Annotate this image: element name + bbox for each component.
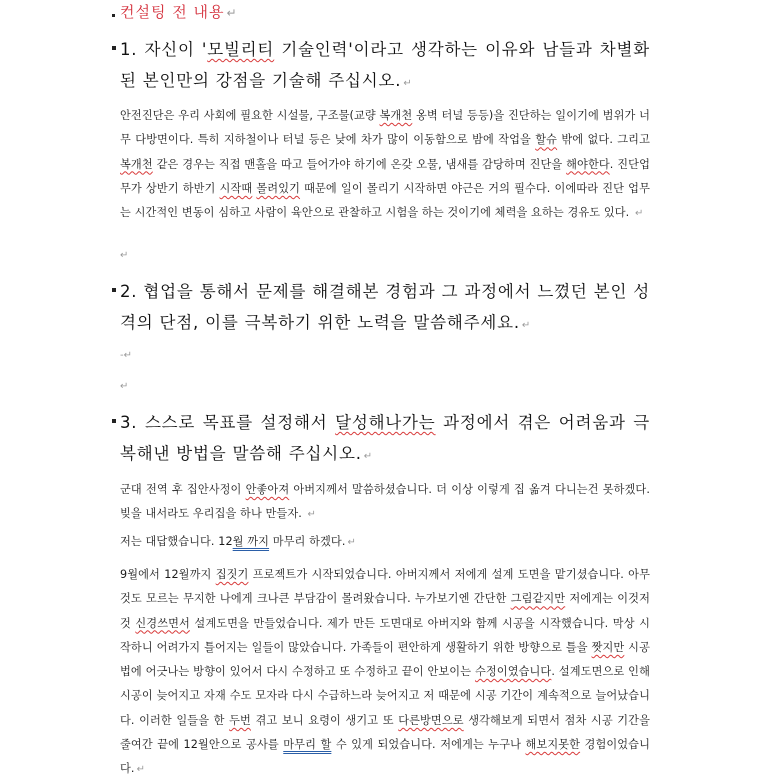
list-bullet xyxy=(112,288,116,292)
list-bullet xyxy=(112,419,116,423)
spellcheck-flag[interactable]: 해야한다 xyxy=(566,157,610,171)
list-bullet xyxy=(112,46,116,50)
empty-paragraph xyxy=(120,381,128,392)
spellcheck-flag[interactable]: 그림같지만 xyxy=(510,592,566,606)
answer-3-paragraph-1: 군대 전역 후 집안사정이 안좋아져 아버지께서 말씀하셨습니다. 더 이상 이렇게 집 옮겨 다니는건 못하겠다. 빚을 내서라도 우리집을 하나 만들자. ↵ xyxy=(120,483,651,521)
grammar-flag[interactable]: 월 까지 xyxy=(232,535,270,548)
grammar-flag[interactable]: 마무리 할 xyxy=(283,738,332,752)
section-title-text: 컨설팅 전 내용 xyxy=(120,3,225,21)
paragraph-mark-icon: ↵ xyxy=(226,6,238,20)
paragraph-mark-icon: ↵ xyxy=(403,78,413,89)
paragraph-mark-icon: ↵ xyxy=(363,451,373,462)
question-2: 2. 협업을 통해서 문제를 해결해본 경험과 그 과정에서 느꼈던 본인 성격의 단점, 이를 극복하기 위한 노력을 말씀해주세요. ↵ xyxy=(120,276,650,341)
spellcheck-flag[interactable]: 몰려있기 xyxy=(256,181,301,195)
spellcheck-flag[interactable]: 안좋아져 xyxy=(245,483,290,496)
spellcheck-flag[interactable]: 다른방면으로 xyxy=(398,713,464,727)
paragraph-mark-icon: ↵ xyxy=(307,509,317,521)
answer-2: -↵ xyxy=(120,350,132,361)
paragraph-mark-icon: ↵ xyxy=(347,537,356,548)
spellcheck-flag[interactable]: 복개천 xyxy=(379,109,413,122)
spellcheck-flag[interactable]: 달성해나가는 xyxy=(335,413,436,432)
spellcheck-flag[interactable]: 수정이였습니다 xyxy=(474,665,552,679)
spellcheck-flag[interactable]: 시작때 xyxy=(219,181,253,195)
spellcheck-flag[interactable]: 신경쓰면서 xyxy=(135,616,190,630)
answer-3-paragraph-3: 9월에서 12월까지 집짓기 프로젝트가 시작되었습니다. 아버지께서 저에게 설계 도면을 맡기셨습니다. 아무것도 모르는 무지한 나에게 크나큰 부담감이 몰려왔습니다. 누가보기엔 간단한 그림같지만 저에게는 이것저것 신경쓰면서 설계도면을 만들었습니다. 제가 만든 도면대로 아버지와 함께 시공을 시작했습니다. 막상 시작하니 어려가지 틀어지는 일들이 많았습니다. 가족들이 편안하게 생활하기 위한 방향으로 틀을 짯지만 시공법에 어긋나는 방향이 있어서 다시 수정하고 또 수정하고 끝이 안보이는 수정이였습니다. 설계도면으로 인해 시공이 늦어지고 자재 수도 모자라 다시 수급하느라 늦어지고 저 때문에 시공 기간이 계속적으로 늘어났습니다. 이러한 일들을 한 두번 겪고 보니 요령이 생기고 또 다른방면으로 생각해보게 되면서 점차 시공 기간을 줄여간 끝에 12월안으로 공사를 마무리 할 수 있게 되었습니다. 저에게는 누구나 해보지못한 경험이었습니다. ↵ xyxy=(120,568,650,776)
paragraph-mark-icon: ↵ xyxy=(521,320,532,331)
spellcheck-flag[interactable]: 복개천 xyxy=(120,157,153,171)
answer-1: 안전진단은 우리 사회에 필요한 시설물, 구조물(교량 복개천 옹벽 터널 등등)을 진단하는 일이기에 범위가 너무 다방면이다. 특히 지하철이나 터널 등은 낮에 차가 많이 이동함으로 밤에 작업을 할슈 밖에 없다. 그리고 복개천 같은 경우는 직접 맨홀을 따고 들어가야 하기에 온갖 오물, 냄새를 감당하며 진단을 해야한다. 진단업무가 상반기 하반기 시작때 몰려있기 때문에 일이 몰리기 시작하면 야근은 거의 필수다. 이에따라 진단 업무는 시간적인 변동이 심하고 사람이 육안으로 관찰하고 시험을 하는 것이기에 체력을 요하는 경유도 있다. ↵ xyxy=(120,109,651,220)
question-1: 1. 자신이 '모빌리티 기술인력'이라고 생각하는 이유와 남들과 차별화된 본인만의 강점을 기술해 주십시오. ↵ xyxy=(120,34,650,99)
question-3: 3. 스스로 목표를 설정해서 달성해나가는 과정에서 겪은 어려움과 극복해낸 방법을 말씀해 주십시오. ↵ xyxy=(120,407,650,472)
paragraph-mark-icon: ↵ xyxy=(136,764,146,776)
list-bullet xyxy=(112,14,115,17)
spellcheck-flag[interactable]: 할슈 xyxy=(535,133,558,147)
paragraph-mark-icon: ↵ xyxy=(120,250,129,261)
empty-paragraph xyxy=(120,250,128,261)
section-title xyxy=(120,2,650,23)
spellcheck-flag[interactable]: 모빌리티 xyxy=(207,40,275,59)
spellcheck-flag[interactable]: 집짓기 xyxy=(215,568,249,581)
paragraph-mark-icon: ↵ xyxy=(120,381,129,392)
paragraph-mark-icon: ↵ xyxy=(634,208,644,220)
spellcheck-flag[interactable]: 해보지못한 xyxy=(525,738,581,752)
spellcheck-flag[interactable]: 짯지만 xyxy=(591,640,625,654)
answer-3-paragraph-2: 저는 대답했습니다. 12월 까지 마무리 하겠다. ↵ xyxy=(120,535,356,548)
paragraph-mark-icon: ↵ xyxy=(123,350,132,361)
spellcheck-flag[interactable]: 두번 xyxy=(229,713,251,727)
